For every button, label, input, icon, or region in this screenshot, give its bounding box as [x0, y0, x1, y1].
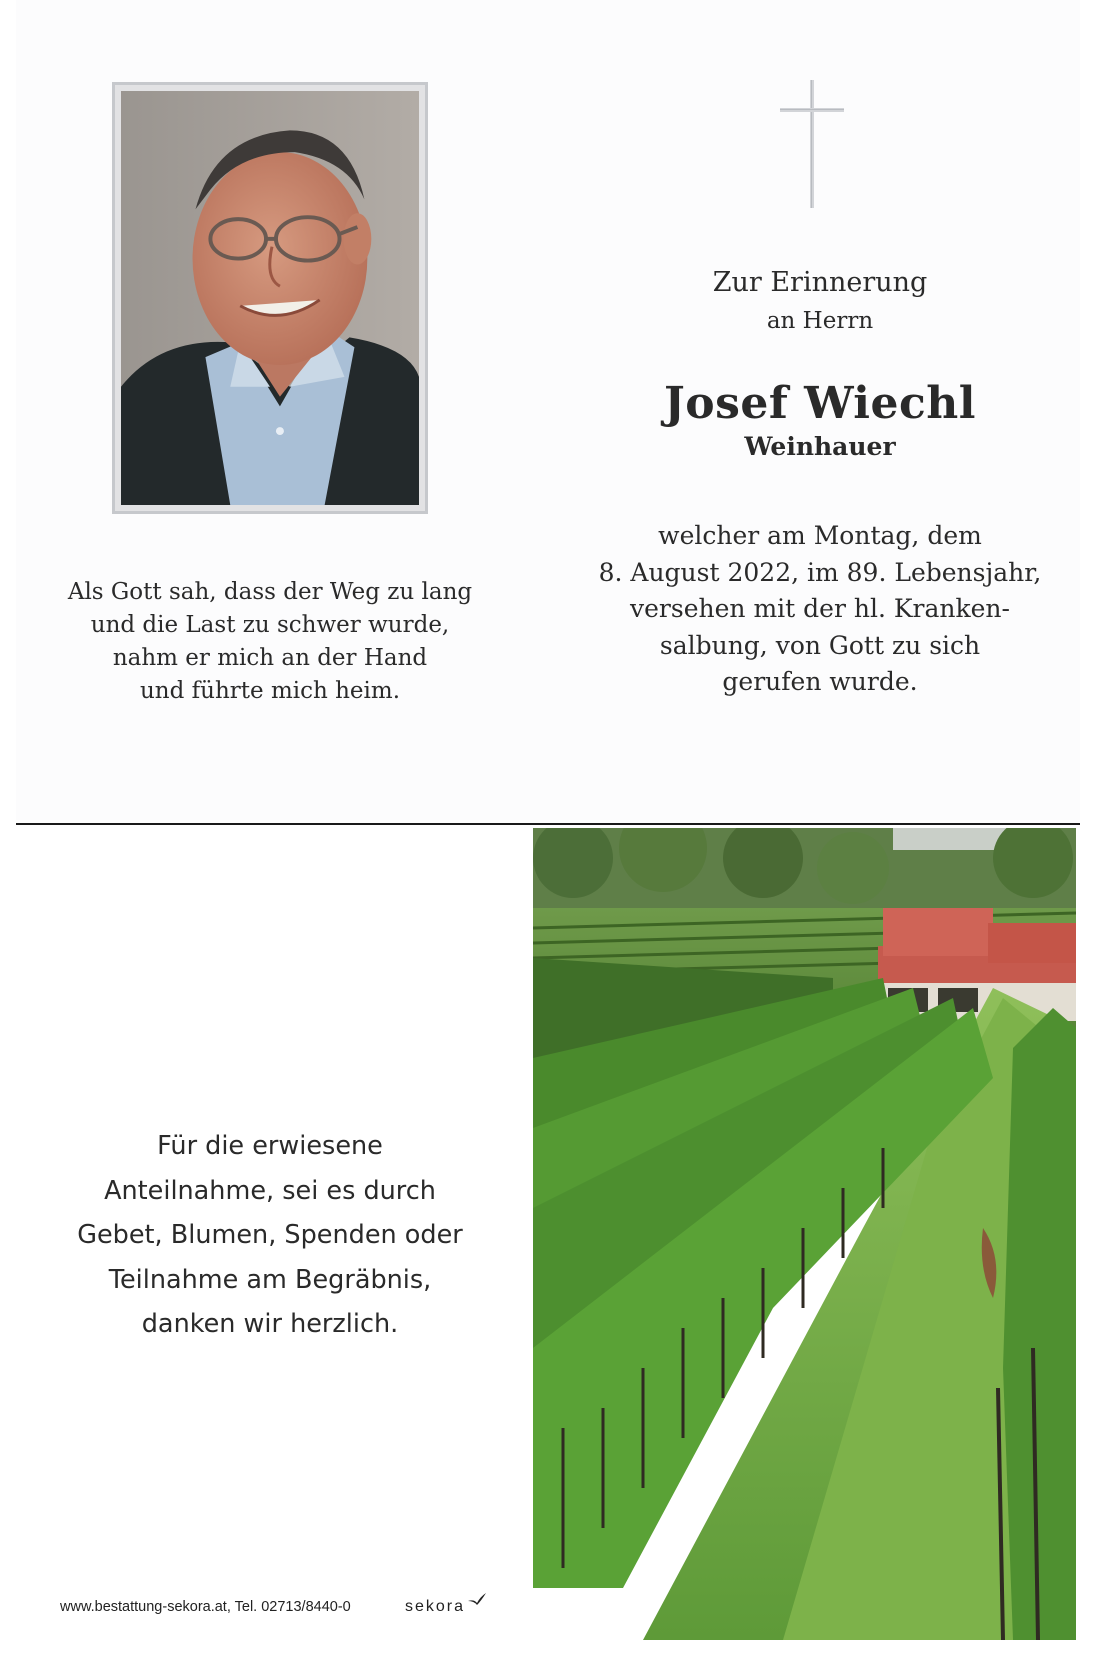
sekora-logo: [405, 1590, 489, 1624]
fold-divider: [16, 823, 1080, 825]
announcement-line: gerufen wurde.: [722, 667, 918, 696]
footer-contact: www.bestattung-sekora.at, Tel. 02713/8440-0: [60, 1599, 351, 1615]
thanks-line: Für die erwiesene: [157, 1131, 383, 1161]
memorial-poem: [60, 576, 480, 708]
memorial-heading: Zur Erinnerung: [712, 267, 928, 298]
death-announcement: [590, 518, 1050, 701]
vineyard-photo: [533, 828, 1076, 1640]
announcement-line: versehen mit der hl. Kranken-: [630, 594, 1010, 623]
announcement-line: welcher am Montag, dem: [658, 521, 982, 550]
poem-line: und die Last zu schwer wurde,: [90, 612, 450, 638]
deceased-name: Josef Wiechl: [663, 378, 977, 429]
poem-line: Als Gott sah, dass der Weg zu lang: [67, 579, 473, 605]
portrait-photo: [121, 91, 419, 505]
announcement-line: salbung, von Gott zu sich: [659, 630, 981, 660]
announcement-line: 8. August 2022, im 89. Lebensjahr,: [598, 557, 1042, 587]
poem-line: und führte mich heim.: [139, 678, 401, 704]
bird-icon: [467, 1592, 487, 1606]
deceased-occupation: Weinhauer: [744, 432, 896, 461]
thanks-message: [60, 1124, 480, 1347]
thanks-line: Teilnahme am Begräbnis,: [108, 1264, 432, 1295]
memorial-subheading: an Herrn: [766, 308, 874, 334]
cross-icon: [780, 80, 844, 208]
thanks-line: Gebet, Blumen, Spenden oder: [77, 1220, 463, 1250]
poem-line: nahm er mich an der Hand: [112, 645, 428, 671]
thanks-line: Anteilnahme, sei es durch: [104, 1175, 436, 1206]
vineyard-illustration: [533, 828, 1076, 1640]
portrait-frame: [112, 82, 428, 514]
portrait-illustration: [121, 91, 419, 505]
thanks-line: danken wir herzlich.: [141, 1309, 399, 1339]
logo-wordmark: sekora: [405, 1598, 466, 1615]
